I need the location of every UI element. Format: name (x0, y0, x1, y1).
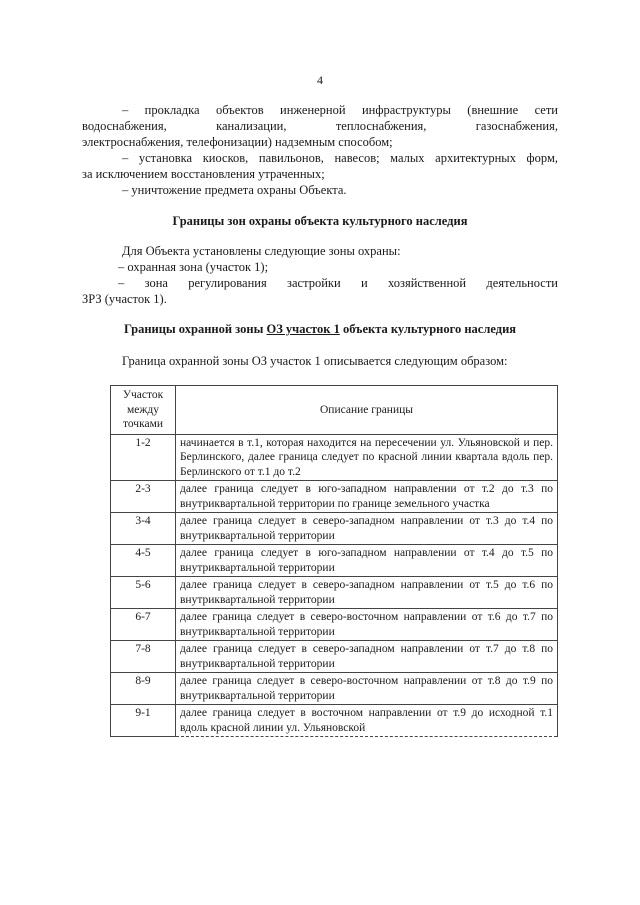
description-cell: далее граница следует в восточном направлении от т.9 до исходной т.1 вдоль красной линии ул. Ульяновской (176, 705, 558, 737)
list-item-line: – охранная зона (участок 1); (118, 260, 269, 274)
section-heading-oz (82, 322, 558, 337)
table-row (111, 641, 558, 673)
list-item-line: – зона регулирования застройки и хозяйственной деятельности (118, 276, 558, 290)
table-row (111, 513, 558, 545)
description-cell: далее граница следует в юго-западном направлении от т.4 до т.5 по внутриквартальной территории (176, 545, 558, 577)
heading-underlined-text: ОЗ участок 1 (266, 322, 340, 336)
description-cell: далее граница следует в северо-восточном направлении от т.6 до т.7 по внутриквартальной территории (176, 609, 558, 641)
segment-cell: 4-5 (111, 545, 176, 577)
paragraph-line: Для Объекта установлены следующие зоны охраны: (122, 244, 401, 258)
list-item-line: – прокладка объектов инженерной инфраструктуры (внешние сети (122, 103, 558, 117)
heading-text: Границы охранной зоны (123, 322, 267, 336)
segment-cell: 5-6 (111, 577, 176, 609)
table-row (111, 481, 558, 513)
table-row (111, 609, 558, 641)
heading-text: объекта культурного наследия (339, 322, 517, 336)
description-cell: далее граница следует в северо-западном направлении от т.7 до т.8 по внутриквартальной территории (176, 641, 558, 673)
list-item-line: – установка киосков, павильонов, навесов; малых архитектурных форм, (122, 151, 558, 165)
list-item-line: – уничтожение предмета охраны Объекта. (122, 183, 347, 197)
list-item-line: электроснабжения, телефонизации) надземным способом; (82, 135, 393, 149)
table-header-row (111, 386, 558, 435)
section-heading-zones: Границы зон охраны объекта культурного наследия (172, 214, 468, 228)
description-cell: далее граница следует в юго-западном направлении от т.2 до т.3 по внутриквартальной территории по границе земельного участка (176, 481, 558, 513)
segment-cell: 8-9 (111, 673, 176, 705)
list-item-line: ЗРЗ (участок 1). (82, 292, 167, 306)
table-row (111, 577, 558, 609)
segment-cell: 2-3 (111, 481, 176, 513)
table-row (111, 434, 558, 481)
table-row (111, 705, 558, 737)
segment-cell: 9-1 (111, 705, 176, 737)
segment-cell: 1-2 (111, 434, 176, 481)
description-cell: далее граница следует в северо-восточном направлении от т.8 до т.9 по внутриквартальной территории (176, 673, 558, 705)
intro-list (82, 102, 558, 198)
description-cell: начинается в т.1, которая находится на пересечении ул. Ульяновской и пер. Берлинского, далее граница следует по красной линии квартала вдоль пер. Берлинского от т.1 до т.2 (176, 434, 558, 481)
description-cell: далее граница следует в северо-западном направлении от т.3 до т.4 по внутриквартальной территории (176, 513, 558, 545)
table-body (111, 434, 558, 737)
boundary-table (110, 385, 558, 737)
column-header-description: Описание границы (176, 386, 558, 435)
page-number: 4 (317, 73, 323, 87)
table-intro: Граница охранной зоны ОЗ участок 1 описывается следующим образом: (122, 354, 508, 368)
list-item-line: водоснабжения, канализации, теплоснабжения, газоснабжения, (82, 119, 558, 133)
table-row (111, 545, 558, 577)
zones-list (82, 243, 558, 307)
segment-cell: 6-7 (111, 609, 176, 641)
column-header-segment: Участок между точками (111, 386, 176, 435)
list-item-line: за исключением восстановления утраченных; (82, 167, 325, 181)
segment-cell: 7-8 (111, 641, 176, 673)
description-cell: далее граница следует в северо-западном направлении от т.5 до т.6 по внутриквартальной территории (176, 577, 558, 609)
segment-cell: 3-4 (111, 513, 176, 545)
table-row (111, 673, 558, 705)
